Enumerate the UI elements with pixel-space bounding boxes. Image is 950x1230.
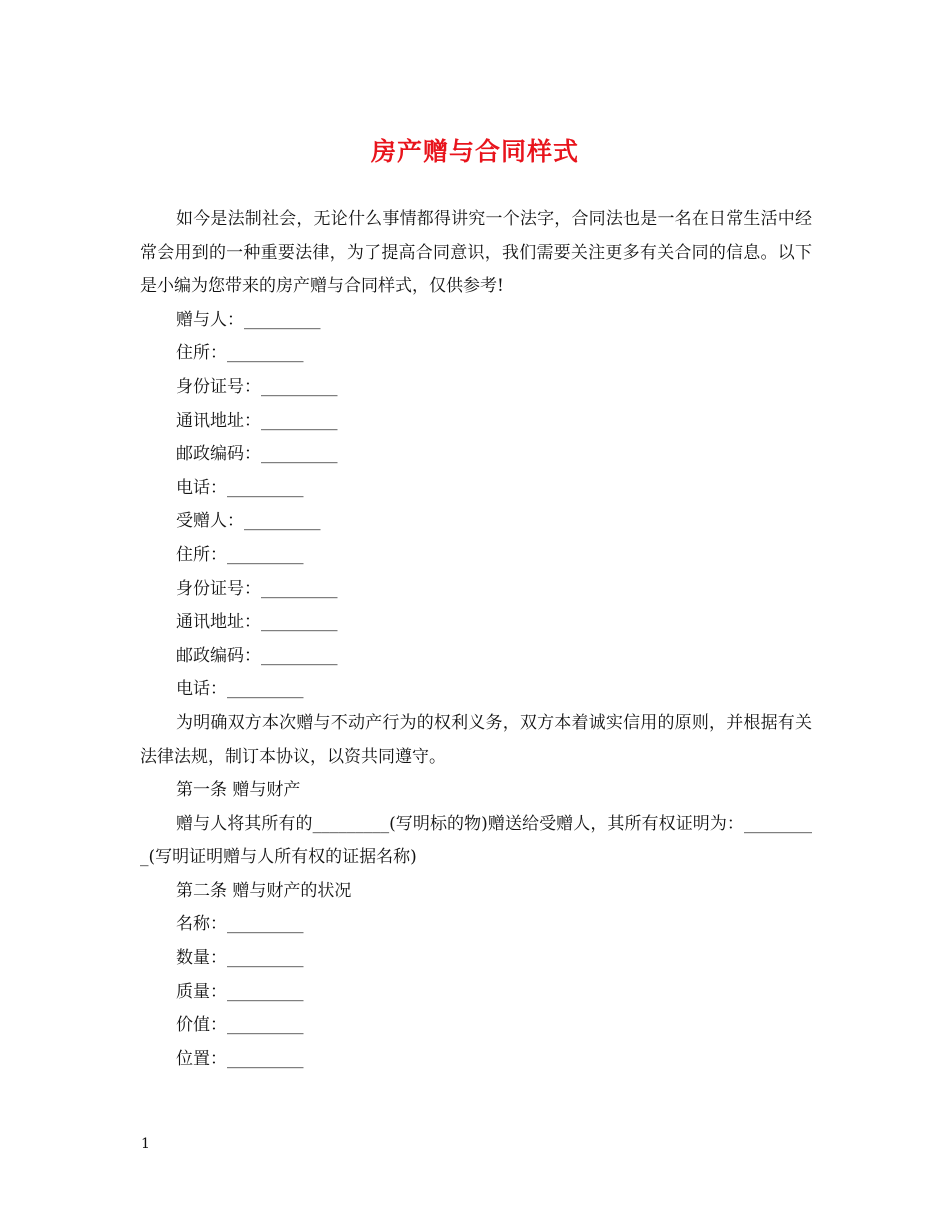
property-quantity-field: 数量：_________ bbox=[176, 948, 304, 969]
document-body bbox=[140, 203, 812, 1076]
donor-mail-address-field: 通讯地址：_________ bbox=[176, 410, 338, 431]
donor-phone-field: 电话：_________ bbox=[176, 477, 304, 498]
donee-mail-address-field: 通讯地址：_________ bbox=[176, 612, 338, 633]
intro-paragraph: 如今是法制社会，无论什么事情都得讲究一个法字，合同法也是一名在日常生活中经常会用到的一种重要法律，为了提高合同意识，我们需要关注更多有关合同的信息。以下是小编为您带来的房产赠与合同样式，仅供参考! bbox=[140, 209, 812, 297]
preamble-paragraph: 为明确双方本次赠与不动产行为的权利义务，双方本着诚实信用的原则，并根据有关法律法规，制订本协议，以资共同遵守。 bbox=[140, 712, 812, 767]
article1-text: 赠与人将其所有的_________(写明标的物)赠送给受赠人，其所有权证明为：_________(写明证明赠与人所有权的证据名称) bbox=[140, 813, 812, 868]
donee-phone-field: 电话：_________ bbox=[176, 679, 304, 700]
document-title: 房产赠与合同样式 bbox=[370, 137, 579, 166]
donor-name-field: 赠与人：_________ bbox=[176, 309, 321, 330]
article1-heading: 第一条 赠与财产 bbox=[176, 780, 301, 801]
property-name-field: 名称：_________ bbox=[176, 914, 304, 935]
donee-id-field: 身份证号：_________ bbox=[176, 578, 338, 599]
page-number: 1 bbox=[141, 1136, 150, 1152]
property-quality-field: 质量：_________ bbox=[176, 981, 304, 1002]
donee-address-field: 住所：_________ bbox=[176, 544, 304, 565]
property-value-field: 价值：_________ bbox=[176, 1015, 304, 1036]
property-location-field: 位置：_________ bbox=[176, 1048, 304, 1069]
donee-postal-code-field: 邮政编码：_________ bbox=[176, 645, 338, 666]
donor-address-field: 住所：_________ bbox=[176, 343, 304, 364]
donee-name-field: 受赠人：_________ bbox=[176, 511, 321, 532]
article2-heading: 第二条 赠与财产的状况 bbox=[176, 880, 352, 901]
donor-postal-code-field: 邮政编码：_________ bbox=[176, 444, 338, 465]
donor-id-field: 身份证号：_________ bbox=[176, 376, 338, 397]
